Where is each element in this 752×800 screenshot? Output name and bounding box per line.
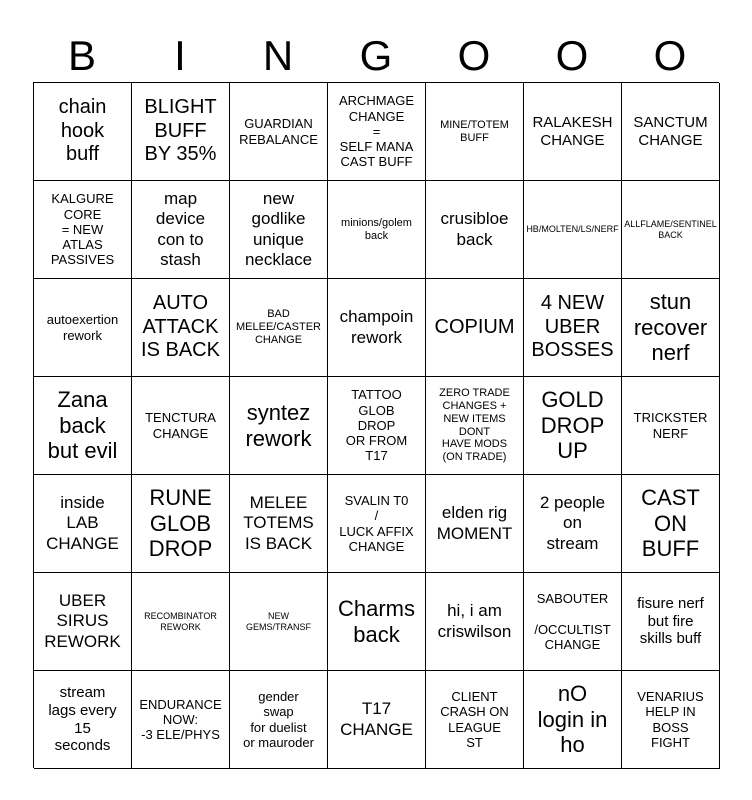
bingo-cell[interactable]: ZERO TRADE CHANGES + NEW ITEMS DONT HAVE MODS (ON TRADE) <box>426 377 524 475</box>
bingo-cell[interactable]: CLIENT CRASH ON LEAGUE ST <box>426 671 524 769</box>
bingo-cell[interactable]: 2 people on stream <box>524 475 622 573</box>
bingo-cell[interactable]: champoin rework <box>328 279 426 377</box>
bingo-cell[interactable]: HB/MOLTEN/LS/NERF <box>524 181 622 279</box>
header-letter: O <box>555 32 589 79</box>
bingo-cell[interactable]: hi, i am criswilson <box>426 573 524 671</box>
bingo-cell[interactable]: ALLFLAME/SENTINEL BACK <box>622 181 720 279</box>
bingo-cell[interactable]: TENCTURA CHANGE <box>132 377 230 475</box>
bingo-cell[interactable]: stream lags every 15 seconds <box>34 671 132 769</box>
bingo-cell[interactable]: TRICKSTER NERF <box>622 377 720 475</box>
bingo-header <box>33 30 719 82</box>
bingo-cell[interactable]: gender swap for duelist or mauroder <box>230 671 328 769</box>
bingo-cell[interactable]: Charms back <box>328 573 426 671</box>
header-letter: I <box>174 32 186 79</box>
bingo-cell[interactable]: CAST ON BUFF <box>622 475 720 573</box>
bingo-cell[interactable]: VENARIUS HELP IN BOSS FIGHT <box>622 671 720 769</box>
bingo-cell[interactable]: NEW GEMS/TRANSF <box>230 573 328 671</box>
bingo-cell[interactable]: RALAKESH CHANGE <box>524 83 622 181</box>
bingo-cell[interactable]: syntez rework <box>230 377 328 475</box>
bingo-cell[interactable]: RECOMBINATOR REWORK <box>132 573 230 671</box>
bingo-cell[interactable]: Zana back but evil <box>34 377 132 475</box>
bingo-cell[interactable]: UBER SIRUS REWORK <box>34 573 132 671</box>
bingo-cell[interactable]: SANCTUM CHANGE <box>622 83 720 181</box>
bingo-cell[interactable]: BLIGHT BUFF BY 35% <box>132 83 230 181</box>
bingo-cell[interactable]: SABOUTER /OCCULTIST CHANGE <box>524 573 622 671</box>
header-letter: B <box>67 32 96 79</box>
bingo-cell[interactable]: fisure nerf but fire skills buff <box>622 573 720 671</box>
bingo-cell[interactable]: stun recover nerf <box>622 279 720 377</box>
bingo-cell[interactable]: KALGURE CORE = NEW ATLAS PASSIVES <box>34 181 132 279</box>
bingo-cell[interactable]: BAD MELEE/CASTER CHANGE <box>230 279 328 377</box>
bingo-cell[interactable]: SVALIN T0 / LUCK AFFIX CHANGE <box>328 475 426 573</box>
bingo-cell[interactable]: 4 NEW UBER BOSSES <box>524 279 622 377</box>
bingo-cell[interactable]: MINE/TOTEM BUFF <box>426 83 524 181</box>
header-letter: N <box>262 32 294 79</box>
bingo-cell[interactable]: inside LAB CHANGE <box>34 475 132 573</box>
bingo-cell[interactable]: elden rig MOMENT <box>426 475 524 573</box>
bingo-cell[interactable]: TATTOO GLOB DROP OR FROM T17 <box>328 377 426 475</box>
header-letter: O <box>457 32 491 79</box>
bingo-board <box>33 82 719 768</box>
bingo-cell[interactable]: COPIUM <box>426 279 524 377</box>
bingo-cell[interactable]: GUARDIAN REBALANCE <box>230 83 328 181</box>
bingo-cell[interactable]: autoexertion rework <box>34 279 132 377</box>
bingo-cell[interactable]: ENDURANCE NOW: -3 ELE/PHYS <box>132 671 230 769</box>
bingo-cell[interactable]: T17 CHANGE <box>328 671 426 769</box>
bingo-cell[interactable]: ARCHMAGE CHANGE = SELF MANA CAST BUFF <box>328 83 426 181</box>
bingo-cell[interactable]: crusibloe back <box>426 181 524 279</box>
bingo-cell[interactable]: map device con to stash <box>132 181 230 279</box>
bingo-cell[interactable]: new godlike unique necklace <box>230 181 328 279</box>
bingo-cell[interactable]: MELEE TOTEMS IS BACK <box>230 475 328 573</box>
bingo-cell[interactable]: minions/golem back <box>328 181 426 279</box>
bingo-cell[interactable]: nO login in ho <box>524 671 622 769</box>
bingo-cell[interactable]: chain hook buff <box>34 83 132 181</box>
header-letter: G <box>359 32 393 79</box>
bingo-cell[interactable]: RUNE GLOB DROP <box>132 475 230 573</box>
bingo-cell[interactable]: GOLD DROP UP <box>524 377 622 475</box>
header-letter: O <box>653 32 687 79</box>
bingo-cell[interactable]: AUTO ATTACK IS BACK <box>132 279 230 377</box>
